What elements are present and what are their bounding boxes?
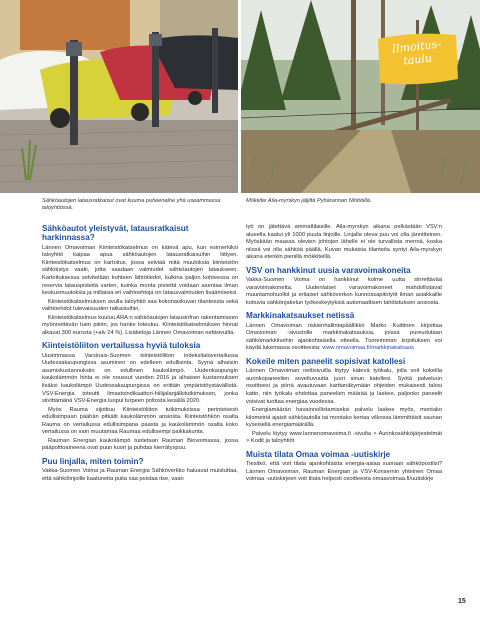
heading-backup-generators: VSV on hankkinut uusia varavoimakoneita: [246, 265, 411, 275]
heading-market-reviews: Markkinakatsaukset netissä: [246, 311, 355, 321]
market-review-link[interactable]: www.omavoimaa.fi/markkinakatsaus: [322, 345, 414, 352]
photo-caption-right: Mökkitie Aila-myrskyn jäljiltä Pyhärannan Nihtiöillä.: [246, 198, 372, 204]
article-column-left: [42, 224, 238, 484]
heading-property-comparison: Kiinteistöliiton vertailussa hyviä tuloksia: [42, 341, 201, 351]
paragraph: Lännen Omavoiman Kiinteistökatselmus on kätevä apu, kun esimerkiksi taloyhtiö kaipaa apua sähköautojen latausratkaisuihin liittyen. Kiinteistökatselmus on kartoitus, jossa selviää mitä muutoksia kiinteistön sähköistys vaatii, jotta saadaan valmiudet sähköautojen lataukseen. Kartoituksessa selvitetään kohteen lähtötiedot, kulkina paljon kohteessa on reservia latauspisteitä varten, kuinka monta pistettä voidaan asentaa ilman keskusmuutoksia ja millaisia eri vaihtoehtoja on latausvalmiuden lisäämiseksi.: [42, 244, 238, 297]
paragraph: Palvelu löytyy www.lannenomavoima.fi -sivulta > Aurinkosähköjärjestelmät > Kodit ja taloyhtiöt: [246, 430, 442, 445]
paragraph: Tiesitkö, että voit tilata ajankohtaista energia-asiaa suoraan sähköpostiisi? Lännen Omavoiman, Rauman Energian ja VSV-Konsernin yhteinen Omaa voimaa -uutiskirjeen voit tilata helposti osoitteesta omaavoimaa.fi/uutiskirje: [246, 461, 442, 483]
paragraph: Vakka-Suomen Voima ja Rauman Energia Sähköverkko haluavat muistuttaa, että sähkölinjoille kaatuneita puita saa poistaa itse, vaan: [42, 468, 238, 482]
heading-tree-on-line: Puu linjalla, miten toimin?: [42, 456, 144, 466]
paragraph-text: Lännen Omavoiman riskienhallintapäällikkö Marko Kuittinen kirjoittaa Omavoiman -sivustolle markkinakatsauksia, joissa pureudutaan sähkömarkkinoihin ajankohtaisella otteella. Tuoreimman kirjoituksen voi käydä lukemassa osoitteesta:: [246, 322, 442, 352]
paragraph: Energiamäärän havainnollistamiseksi palvelu laskee myös, montako kilometriä ajaisit sähköautolla tai montako kertaa vilkossa lämmittäisit saunan kyseisellä energiamäärällä.: [246, 407, 442, 429]
heading-ev-charging: Sähköautot yleistyvät, latausratkaisut harkinnassa?: [42, 224, 189, 243]
paragraph: Kiinteistökatselmus kuuluu ARA:n sähköautojen latausinfran rakentamiseen myönnettävän tuen piiriin, jos hanke toteutuu. Kiinteistökatselmuksen hinnat alkavat 300 eurosta (+alv 24 %). Lisätietoja Lännen Omavoiman nettisivuilta.: [42, 314, 239, 336]
paragraph: Vakka-Suomen Voima on hankkinut kolme uutta siirrettävää varavoimakonetta. Uudenlaiset varavoimakoneet mahdollistavat muuntamohuollot ja erilaiset sähköverkon kunnossapitotyöt ilman asiakkaille koituvia sähkönjakelun työkeskeytyksiä automaattisen tahdistuksen ansiosta.: [246, 277, 442, 306]
paragraph: Lännen Omavoiman nettisivuilla löytyy kätevä työkalu, jolla voit kokeilla aurinkopaneelien soveltuvuutta juuri sinun katollesi. Syötä palveluun osoitteesi ja piirrä avautuvaan karttanäkymään ohjeiden mukaisesti talosi katto, niin työkalu ehdottaa paneelien määrää ja laskee, paljonko paneelit voisivat tuottaa energiaa vuodessa.: [246, 368, 442, 405]
paragraph: työ on jätettävä ammattilaisille. Aila-myrskyn aikana pelkästään VSV:n alueella kaatui yli 1000 puuta linjoille. Linjalla oleva puu voi olla jännitteinen. Myöskään maassa olevien johtojen lähelle ei ole turvallista mennä, koska niissä voi olla sähköä päällä. Kuvan mukaisia tilanteita syntyi Aila-myrskyn aikana etenkin pienillä mökkiteillä.: [246, 224, 442, 261]
photo-caption-left: Sähköautojen latausratkaisut ovat kuuma puheenaihe yhä useammassa taloyhtiössä.: [42, 198, 221, 212]
paragraph: Uusimmassa Varsinais-Suomen kiinteistöliiton indeksitalovertailussa Uudessakaupungissa asuminen on edelleen edullisinta. Syynä alhaisiin asumiskustannuksiin on edullinen kaukolämpö. Uudenkaupungin kaukolämmön hinta ei ole noussut vuoden 2016 ja alhaisen kustannuksen lisäksi kaukolämpö Uudessakaupungissa on erittäin ympäristöystävällistä. VSV-Energia toteutti ilmastoindikaattori-hiilijalanjälkitutkimuksen, jonka sitvittämänä VSV-Energia luopui turpeen poltosta kesällä 2020.: [42, 352, 238, 405]
page-number: 15: [458, 598, 466, 605]
article-column-right: [246, 224, 442, 485]
badge-label: Ilmoitus- taulu: [391, 37, 442, 68]
charging-stations-photo: [0, 0, 238, 193]
paragraph: Kiinteistökatselmuksen avulla taloyhtiö saa kokonaiskuvan tilanteesta sekä vaihtoehdot tulevaisuuden ratkaisuihin.: [42, 298, 238, 313]
heading-newsletter: Muista tilata Omaa voimaa -uutiskirje: [246, 449, 391, 459]
heading-solar-panels: Kokeile miten paneelit sopisivat katollesi: [246, 356, 406, 366]
paragraph: Rauman Energian kaukolämpö tuotetaan Rauman Biovoimassa, jossa pääpolttoaineena ovat puun kuori ja puhdas kierrätyspuu.: [42, 437, 238, 452]
paragraph: Myös Rauma sijoittuu Kiinteistöliiton tutkimuksissa perinteisesti edullisimpaan päähän pitkälti kaukolämmön ansiosta. Kiinteistöhkön osalta Rauma on vertailussa edullisimpana paasta ja kaukolämmön osalta koko vertailussa on vain muutamaa Raumaa edullisempi paikkakunta.: [42, 406, 238, 436]
paragraph: [246, 323, 442, 353]
